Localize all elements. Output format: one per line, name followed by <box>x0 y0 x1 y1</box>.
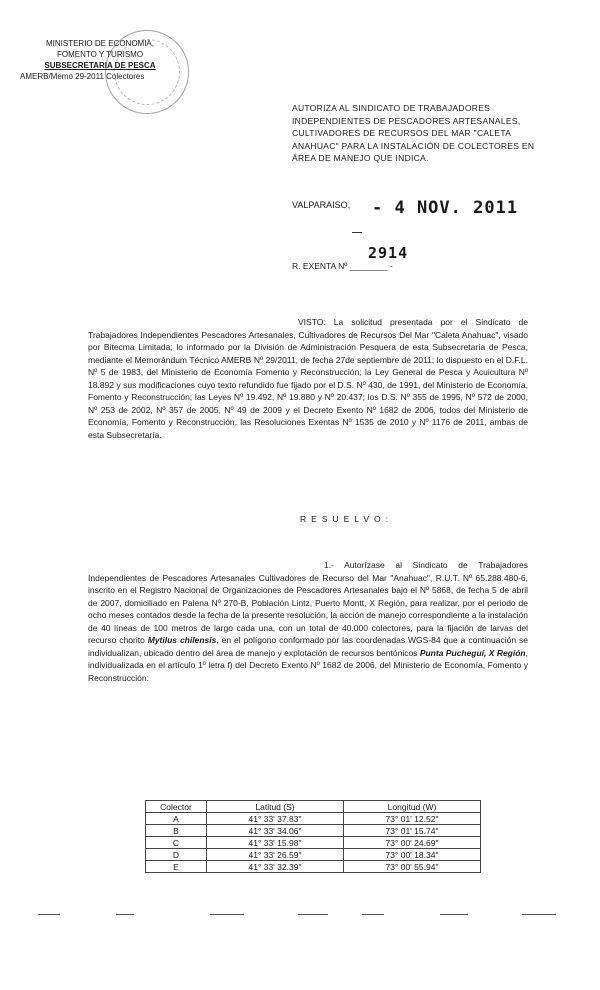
date-stamp: - 4 NOV. 2011 <box>372 198 519 218</box>
place-label: VALPARAISO, <box>292 200 351 210</box>
table-row <box>146 861 481 873</box>
signature-line <box>440 914 468 915</box>
exenta-line <box>292 261 393 271</box>
colector-cell: C <box>146 837 207 849</box>
coordinates-table <box>145 800 481 873</box>
longitude-cell: 73° 01' 15.74" <box>344 825 481 837</box>
exenta-blank: ________ - <box>349 261 393 271</box>
table-row <box>146 813 481 825</box>
table-row <box>146 849 481 861</box>
header-line-2: FOMENTO Y TURISMO <box>56 50 144 59</box>
signature-line <box>210 914 244 915</box>
signature-line <box>298 914 328 915</box>
header-line-1: MINISTERIO DE ECONOMIA, <box>45 39 154 48</box>
longitude-cell: 73° 00' 55.94" <box>344 861 481 873</box>
article-1-text-a: Autorízase al Sindicato de Trabajadores Independientes de Pescadores Artesanales Cultivadores de Recurso del Mar "Anahuac", R.U.T. Nº 65.288.480-6, inscrito en el Registro Nacional de Organizaciones de Pescadores Artesanales bajo el Nº 5868, de fecha 5 de abril de 2007, domiciliado en Palena Nº 270-B, Población Lintz, Puerto Montt, X Región, para realizar, por el periodo de ocho meses contados desde la fecha de la presente resolución, la acción de manejo correspondiente a la instalación de 40 líneas de 100 metros de largo cada una, con un total de 40.000 colectores, para la fijación de larvas del recurso chorito <box>88 560 528 645</box>
colector-cell: B <box>146 825 207 837</box>
signature-line <box>38 914 60 915</box>
header-colector: Colector <box>146 801 207 813</box>
latitude-cell: 41° 33' 37.83" <box>207 813 344 825</box>
visto-text: La solicitud presentada por el Sindicato de Trabajadores Independientes Pescadores Artesanales, Cultivadores de Recursos Del Mar "Caleta Anahuac", visado por Bitecma Limitada; lo informado por la División de Administración Pesquera de esta Subsecretaría de Pesca, mediante el Memorándum Técnico AMERB Nº 29/2011, de fecha 27de septiembre de 2011; lo dispuesto en el D.F.L. Nº 5 de 1983, del Ministerio de Economía Fomento y Reconstrucción; la Ley General de Pesca y Acuicultura Nº 18.892 y sus modificaciones cuyo texto refundido fue fijado por el D.S. Nº 430, de 1991, del Ministerio de Economía, Fomento y Reconstrucción; las Leyes Nº 19.492, Nº 19.880 y Nº 20.437; los D.S. Nº 355 de 1995, Nº 572 de 2000, Nº 253 de 2002, Nº 357 de 2005, Nº 49 de 2009 y el Decreto Exento Nº 1682 de 2006, todos del Ministerio de Economía, Fomento y Reconstrucción, las Resoluciones Exentas Nº 1535 de 2010 y Nº 1176 de 2011, ambas de esta Subsecretaría. <box>88 317 528 440</box>
colector-cell: E <box>146 861 207 873</box>
area-name: Punta Pucheguí, X Región <box>419 647 526 658</box>
visto-paragraph <box>88 316 528 441</box>
exenta-label: R. EXENTA Nº <box>292 261 348 271</box>
species-name: Mytilus chilensis <box>147 635 217 645</box>
table-row <box>146 825 481 837</box>
article-1-text-c: , individualizada en el artículo 1º letra f) del Decreto Exento Nº 1682 de 2006, del Ministerio de Economía, Fomento y Reconstrucción: <box>88 647 528 683</box>
article-1-paragraph <box>88 559 528 684</box>
table-header-row <box>146 801 481 813</box>
article-1-number: 1.- <box>324 560 334 570</box>
resuelvo-heading: RESUELVO: <box>300 514 394 524</box>
signature-line <box>522 914 556 915</box>
visto-label: VISTO: <box>298 317 326 327</box>
header-longitud: Longitud (W) <box>344 801 481 813</box>
header-latitud: Latitud (S) <box>207 801 344 813</box>
latitude-cell: 41° 33' 15.98" <box>207 837 344 849</box>
longitude-cell: 73° 01' 12.52" <box>344 813 481 825</box>
signature-line <box>116 914 134 915</box>
header-reference: AMERB/Memo 29-2011 Colectores <box>20 72 145 81</box>
table-row <box>146 837 481 849</box>
colector-cell: D <box>146 849 207 861</box>
latitude-cell: 41° 33' 26.59" <box>207 849 344 861</box>
article-1-text-b: , en el polígono conformado por las coordenadas WGS-84 que a continuación se individualizan, ubicado dentro del área de manejo y explotación de recursos bentónicos <box>88 635 528 658</box>
longitude-cell: 73° 00' 18.34" <box>344 849 481 861</box>
longitude-cell: 73° 00' 24.69" <box>344 837 481 849</box>
colector-cell: A <box>146 813 207 825</box>
ministry-header <box>20 38 180 82</box>
signature-line <box>362 914 384 915</box>
latitude-cell: 41° 33' 34.06" <box>207 825 344 837</box>
document-title: AUTORIZA AL SINDICATO DE TRABAJADORES INDEPENDIENTES DE PESCADORES ARTESANALES, CULTIVADORES DE RECURSOS DEL MAR "CALETA ANAHUAC" PARA LA INSTALACIÓN DE COLECTORES EN ÁREA DE MANEJO QUE INDICA. <box>292 103 535 163</box>
header-line-3: SUBSECRETARIA DE PESCA <box>44 61 156 70</box>
resolution-number: 2914 <box>368 244 409 262</box>
latitude-cell: 41° 33' 32.39" <box>207 861 344 873</box>
dash-mark <box>352 232 362 233</box>
